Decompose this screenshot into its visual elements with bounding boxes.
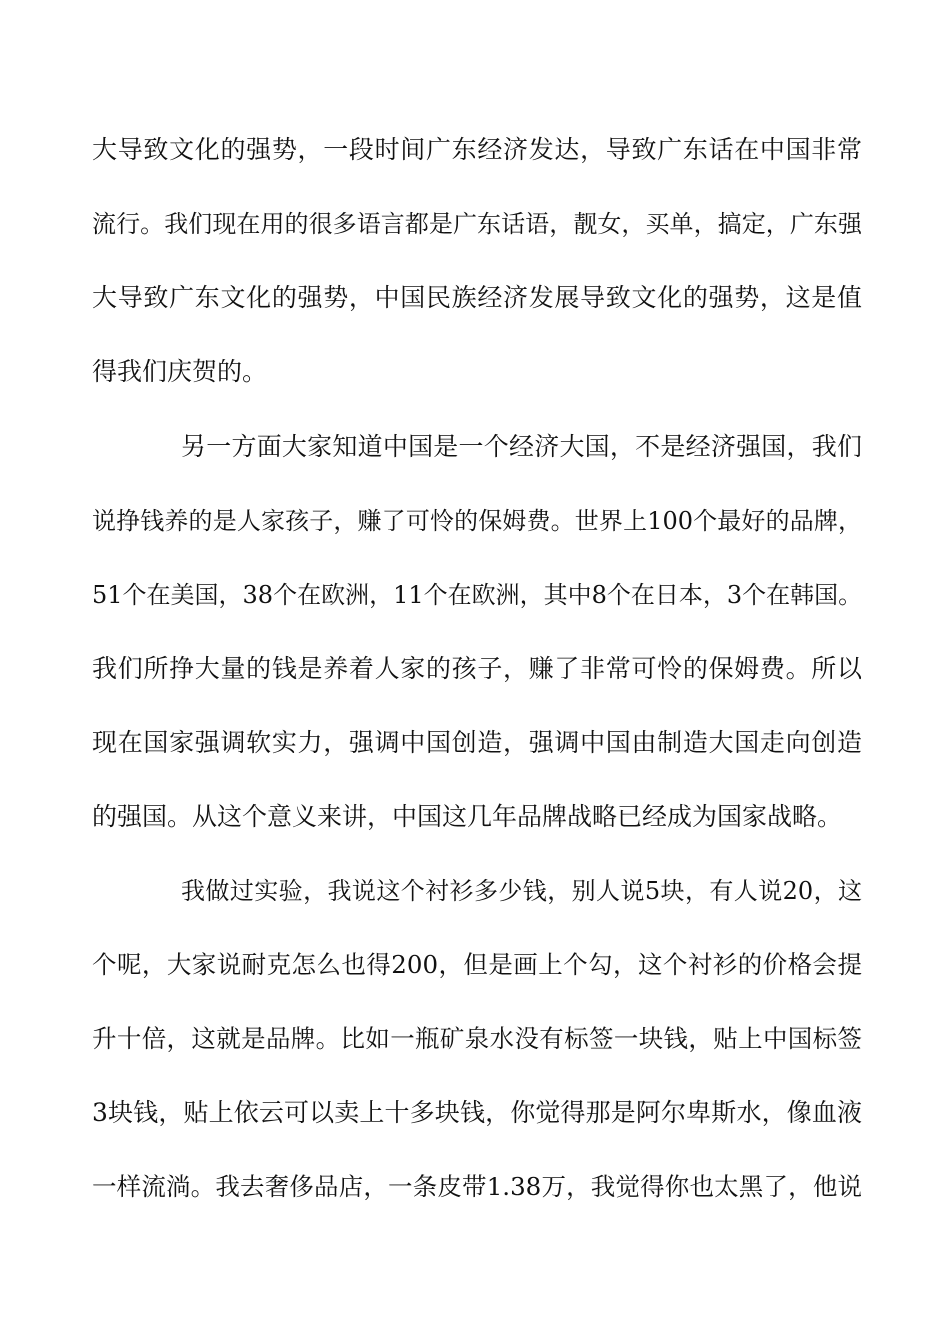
text-line: 大导致广东文化的强势，中国民族经济发展导致文化的强势，这是值 (92, 283, 862, 312)
text-line: 个呢，大家说耐克怎么也得200，但是画上个勾，这个衬衫的价格会提 (92, 950, 862, 979)
text-line: 我们所挣大量的钱是养着人家的孩子，赚了非常可怜的保姆费。所以 (92, 654, 862, 683)
text-line: 大导致文化的强势，一段时间广东经济发达，导致广东话在中国非常 (92, 135, 862, 164)
text-line: 另一方面大家知道中国是一个经济大国，不是经济强国，我们 (181, 432, 862, 461)
text-line: 一样流淌。我去奢侈品店，一条皮带1.38万，我觉得你也太黑了，他说 (92, 1172, 862, 1201)
text-line: 说挣钱养的是人家孩子，赚了可怜的保姆费。世界上100个最好的品牌， (92, 507, 862, 535)
text-line: 现在国家强调软实力，强调中国创造，强调中国由制造大国走向创造 (92, 728, 862, 757)
text-line: 的强国。从这个意义来讲，中国这几年品牌战略已经成为国家战略。 (92, 802, 843, 831)
text-line: 3块钱，贴上依云可以卖上十多块钱，你觉得那是阿尔卑斯水，像血液 (92, 1098, 862, 1127)
text-line: 升十倍，这就是品牌。比如一瓶矿泉水没有标签一块钱，贴上中国标签 (92, 1024, 862, 1053)
text-line: 流行。我们现在用的很多语言都是广东话语，靓女，买单，搞定，广东强 (92, 210, 862, 238)
text-line: 我做过实验，我说这个衬衫多少钱，别人说5块，有人说20，这 (181, 877, 862, 905)
text-line: 51个在美国，38个在欧洲，11个在欧洲，其中8个在日本，3个在韩国。 (92, 581, 863, 609)
text-line: 得我们庆贺的。 (92, 357, 268, 386)
